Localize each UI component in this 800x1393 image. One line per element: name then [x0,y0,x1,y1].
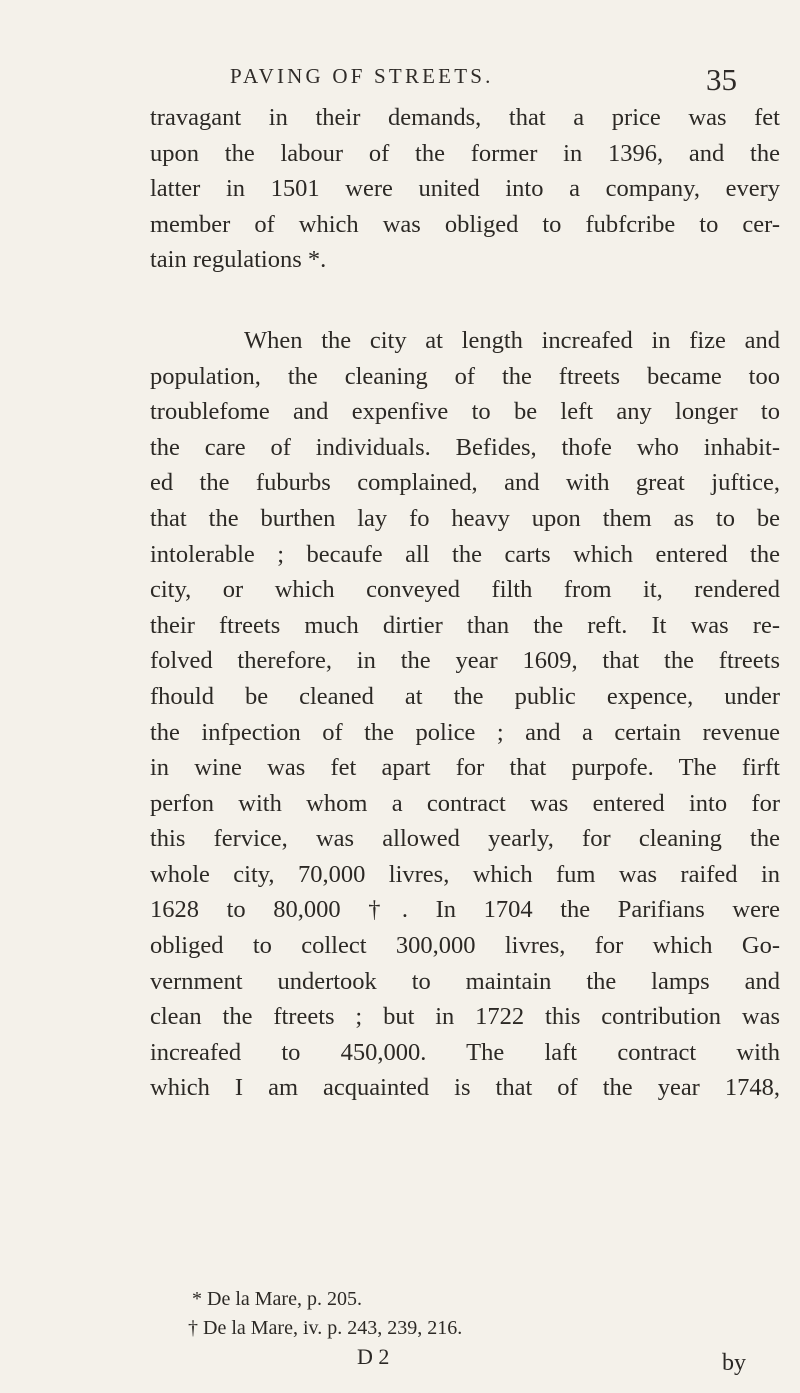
text-line: increafed to 450,000. The laft contract with [150,1038,780,1066]
running-head [0,62,800,102]
text-line: upon the labour of the former in 1396, and the [150,139,780,167]
text-line: the care of individuals. Befides, thofe who inhabit- [150,433,780,461]
body-text [150,100,780,1106]
footnotes [150,1285,780,1343]
text-line: which I am acquainted is that of the year 1748, [150,1074,780,1102]
text-line: this fervice, was allowed yearly, for cleaning the [150,825,780,853]
text-line: latter in 1501 were united into a company, every [150,175,780,203]
text-line: 1628 to 80,000 †. In 1704 the Parifians were [150,896,780,924]
text-line: travagant in their demands, that a price was fet [150,104,780,131]
text-line: in wine was fet apart for that purpofe. The firft [150,754,780,782]
text-line: whole city, 70,000 livres, which fum was raifed in [150,860,780,888]
text-line: fhould be cleaned at the public expence, under [150,682,780,710]
paragraph-gap [150,278,780,323]
text-line: perfon with whom a contract was entered into for [150,789,780,817]
catchword: by [722,1350,746,1376]
text-line: population, the cleaning of the ftreets became too [150,362,780,390]
text-line: their ftreets much dirtier than the reft. It was re- [150,611,780,639]
paragraph-1 [150,100,780,278]
signature-mark: D 2 [357,1344,390,1369]
text-line: member of which was obliged to fubfcribe to cer- [150,210,780,238]
page-number: 35 [706,62,737,97]
text-line: that the burthen lay fo heavy upon them as to be [150,504,780,532]
text-line: ed the fuburbs complained, and with great juftice, [150,469,780,497]
text-line: clean the ftreets ; but in 1722 this contribution was [150,1003,780,1031]
text-line: tain regulations *. [150,246,327,274]
footnote-2: † De la Mare, iv. p. 243, 239, 216. [188,1317,463,1339]
text-line: vernment undertook to maintain the lamps and [150,967,780,995]
footnote-1: * De la Mare, p. 205. [192,1288,362,1310]
text-line: intolerable ; becaufe all the carts which entered the [150,540,780,568]
text-line: the infpection of the police ; and a certain revenue [150,718,780,746]
paragraph-2 [150,323,780,1106]
text-line: folved therefore, in the year 1609, that the ftreets [150,647,780,675]
text-line: When the city at length increafed in fize and [244,326,780,354]
text-line: obliged to collect 300,000 livres, for which Go- [150,932,780,960]
text-line: troublefome and expenfive to be left any longer to [150,398,780,426]
running-title: PAVING OF STREETS. [230,64,494,88]
text-line: city, or which conveyed filth from it, rendered [150,576,780,604]
